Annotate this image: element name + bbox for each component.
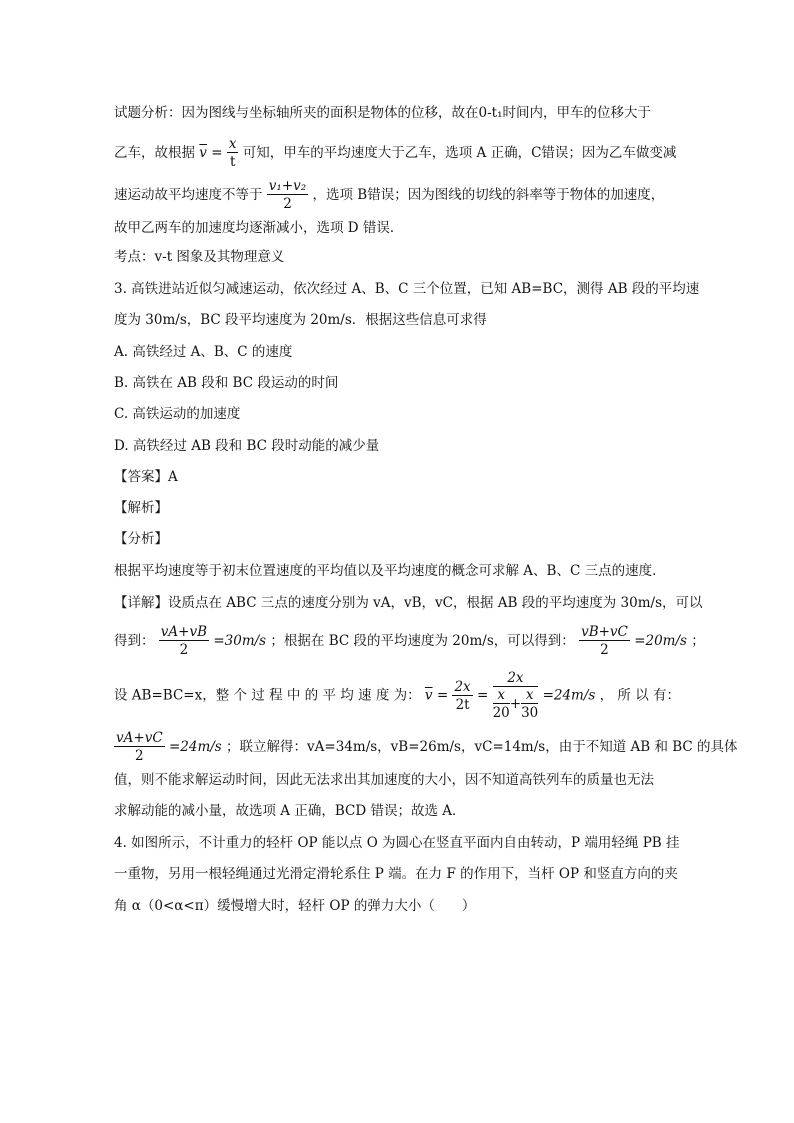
q4-stem-line-1: 4. 如图所示，不计重力的轻杆 OP 能以点 O 为圆心在竖直平面内自由转动，P 端用轻绳 PB 挂 [114, 835, 680, 851]
q3-option-d: D. 高铁经过 AB 段和 BC 段时动能的减少量 [114, 438, 380, 454]
equals-sign: = [211, 145, 223, 161]
q3-answer: 【答案】A [114, 469, 178, 485]
q4-stem-line-2: 一重物，另用一根轻绳通过光滑定滑轮系住 P 端。在力 F 的作用下，当杆 OP 和竖直方向的夹 [114, 866, 678, 882]
q3-fenxi-heading: 【分析】 [114, 531, 168, 547]
fraction-numerator: x [493, 687, 510, 704]
q3-fenxi-text: 根据平均速度等于初末位置速度的平均值以及平均速度的概念可求解 A、B、C 三点的速度． [114, 563, 666, 579]
fraction-numerator: 2x [493, 670, 539, 687]
q3-detail-line-5: 值，则不能求解运动时间，因此无法求出其加速度的大小，因不知道高铁列车的质量也无法 [114, 772, 654, 788]
fraction-numerator: v₁+v₂ [268, 178, 307, 194]
fraction-denominator: 2t [455, 696, 470, 713]
fraction-numerator: vA+vC [116, 730, 163, 746]
fraction-2x-over-2t [452, 679, 472, 714]
equation-result: =24m/s [542, 687, 596, 704]
detail-text: ；联立解得：vA=34m/s，vB=26m/s，vC=14m/s，由于不知道 AB 和 BC 的具体 [226, 739, 738, 755]
analysis-text: 可知，甲车的平均速度大于乙车，选项 A 正确，C错误；因为乙车做变减 [242, 145, 677, 161]
fraction-denominator: 2 [283, 196, 292, 212]
fraction-v1-v2-over-2 [267, 178, 308, 213]
fraction-va-vb-over-2 [159, 624, 209, 659]
q3-stem-line-1: 3. 高铁进站近似匀减速运动，依次经过 A、B、C 三个位置，已知 AB=BC，测得 AB 段的平均速 [114, 281, 700, 297]
fraction-x-over-30 [521, 687, 538, 722]
fraction-numerator: vA+vB [160, 624, 208, 640]
plus-sign: + [509, 696, 522, 712]
fraction-numerator: x [521, 687, 538, 704]
equation-result: =24m/s [168, 739, 222, 755]
q3-option-a: A. 高铁经过 A、B、C 的速度 [114, 344, 293, 360]
equals-sign: = [436, 687, 449, 704]
fraction-denominator-sum [493, 687, 539, 722]
detail-text: ； [691, 633, 705, 649]
kaodian-line: 考点：v-t 图象及其物理意义 [114, 249, 285, 265]
fraction-vb-vc-over-2 [579, 624, 630, 659]
q3-detail-line-1: 【详解】设质点在 ABC 三点的速度分别为 vA，vB，vC，根据 AB 段的平均速度为 30m/s，可以 [114, 595, 703, 611]
fraction-numerator: x [228, 136, 237, 152]
q3-option-b: B. 高铁在 AB 段和 BC 段运动的时间 [114, 375, 339, 391]
fraction-denominator: 2 [600, 642, 609, 658]
detail-text: ， 所 以 有： [599, 687, 681, 704]
average-velocity-symbol: $\overline{v}$ [424, 687, 433, 704]
analysis-line-4: 故甲乙两车的加速度均逐渐减小，选项 D 错误． [114, 220, 404, 236]
analysis-line-2 [114, 136, 676, 171]
fraction-denominator: 2 [135, 748, 144, 764]
analysis-line-3 [114, 178, 664, 213]
fraction-denominator: 30 [521, 705, 539, 721]
analysis-text: ，选项 B错误；因为图线的切线的斜率等于物体的加速度， [312, 187, 665, 203]
average-velocity-symbol: $\overline{v}$ [199, 145, 207, 161]
analysis-text: 速运动故平均速度不等于 [114, 187, 263, 203]
q3-option-c: C. 高铁运动的加速度 [114, 406, 241, 422]
fraction-va-vc-over-2 [114, 730, 165, 765]
fraction-denominator: t [229, 154, 236, 170]
fraction-numerator: 2x [454, 678, 471, 695]
fraction-x-over-t [227, 136, 239, 171]
fraction-denominator: 20 [492, 705, 510, 721]
detail-text: 设 AB=BC=x，整 个 过 程 中 的 平 均 速 度 为： [114, 687, 421, 704]
q3-detail-line-4 [114, 730, 738, 765]
fraction-numerator: vB+vC [581, 624, 628, 640]
fraction-2x-over-sum [493, 670, 539, 722]
q3-stem-line-2: 度为 30m/s，BC 段平均速度为 20m/s．根据这些信息可求得 [114, 312, 487, 328]
analysis-text: 乙车，故根据 [114, 145, 195, 161]
analysis-line-1: 试题分析：因为图线与坐标轴所夹的面积是物体的位移，故在0-t₁时间内，甲车的位移大于 [114, 105, 651, 121]
q3-detail-line-2 [114, 624, 705, 659]
equals-sign: = [476, 687, 489, 704]
q3-jiexi-heading: 【解析】 [114, 500, 168, 516]
detail-text: ；根据在 BC 段的平均速度为 20m/s，可以得到： [270, 633, 575, 649]
equation-result: =30m/s [213, 633, 267, 649]
equation-result: =20m/s [634, 633, 687, 649]
fraction-denominator: 2 [179, 642, 189, 658]
q4-stem-line-3: 角 α（0<α<π）缓慢增大时，轻杆 OP 的弹力大小（ ） [114, 898, 476, 914]
detail-text: 得到： [114, 633, 155, 649]
q3-detail-line-6: 求解动能的减小量，故选项 A 正确，BCD 错误；故选 A． [114, 803, 466, 819]
q3-detail-line-3 [114, 670, 680, 722]
fraction-x-over-20 [493, 687, 510, 722]
